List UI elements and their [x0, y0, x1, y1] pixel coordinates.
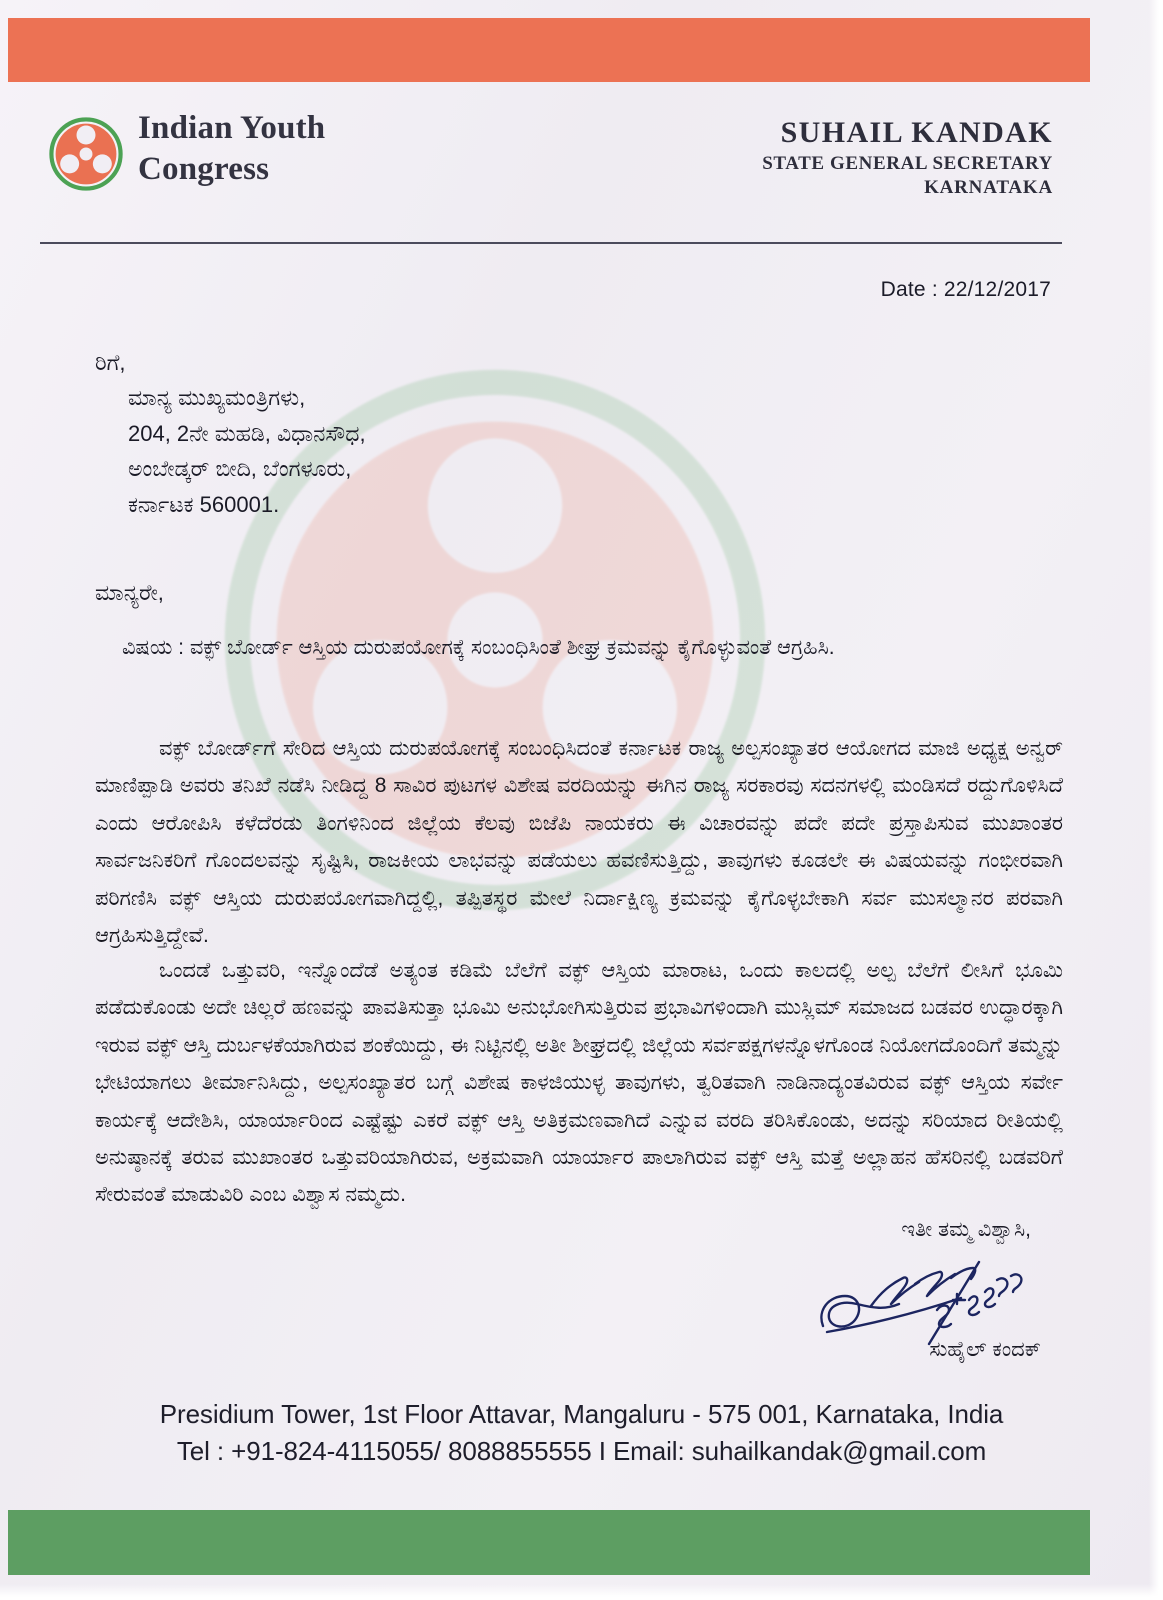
recipient-address-line: ಕರ್ನಾಟಕ 560001. — [128, 491, 280, 517]
organization-name-line2: Congress — [138, 151, 270, 188]
organization-name-line1: Indian Youth — [138, 110, 326, 146]
body-paragraph-1 — [95, 730, 1063, 954]
paper-edge-right — [1149, 0, 1163, 1600]
signer-printed-name: ಸುಹೈಲ್ ಕಂದಕ್ — [929, 1338, 1041, 1361]
officeholder-state: KARNATAKA — [924, 177, 1053, 199]
officeholder-name: SUHAIL KANDAK — [780, 116, 1053, 149]
letterhead-footer — [0, 1396, 1163, 1470]
recipient-address — [128, 380, 366, 523]
body-paragraph-2 — [95, 952, 1063, 1214]
footer-address: Presidium Tower, 1st Floor Attavar, Mangaluru - 575 001, Karnataka, India — [159, 1399, 1004, 1429]
letter-date: Date : 22/12/2017 — [880, 278, 1051, 301]
subject-line: ವಿಷಯ : ವಕ್ಫ್ ಬೋರ್ಡ್ ಆಸ್ತಿಯ ದುರುಪಯೋಗಕ್ಕೆ ಸಂಬಂಧಿಸಿಂತೆ ಶೀಘ್ರ ಕ್ರಮವನ್ನು ಕೈಗೊಳ್ಳುವಂತೆ ಆಗ್ರಹಿಸಿ. — [122, 636, 835, 659]
body-paragraph-2-text: ಒಂದಡೆ ಒತ್ತುವರಿ, ಇನ್ನೊಂದೆಡೆ ಅತ್ಯಂತ ಕಡಿಮೆ ಬೆಲೆಗೆ ವಕ್ಫ್ ಆಸ್ತಿಯ ಮಾರಾಟ, ಒಂದು ಕಾಲದಲ್ಲಿ ಅಲ್ಪ ಬೆಲೆಗೆ ಲೀಸಿಗೆ ಭೂಮಿ ಪಡೆದುಕೊಂಡು ಅದೇ ಚಿಲ್ಲರೆ ಹಣವನ್ನು ಪಾವತಿಸುತ್ತಾ ಭೂಮಿ ಅನುಭೋಗಿಸುತ್ತಿರುವ ಪ್ರಭಾವಿಗಳಿಂದಾಗಿ ಮುಸ್ಲಿಮ್ ಸಮಾಜದ ಬಡವರ ಉದ್ಧಾರಕ್ಕಾಗಿ ಇರುವ ವಕ್ಫ್ ಆಸ್ತಿ ದುರ್ಬಳಕೆಯಾಗಿರುವ ಶಂಕೆಯಿದ್ದು, ಈ ನಿಟ್ಟಿನಲ್ಲಿ ಅತೀ ಶೀಘ್ರದಲ್ಲಿ ಜಿಲ್ಲೆಯ ಸರ್ವಪಕ್ಷಗಳನ್ನೊಳಗೊಂಡ ನಿಯೋಗದೊಂದಿಗೆ ತಮ್ಮನ್ನು ಭೇಟಿಯಾಗಲು ತೀರ್ಮಾನಿಸಿದ್ದು, ಅಲ್ಪಸಂಖ್ಯಾತರ ಬಗ್ಗೆ ವಿಶೇಷ ಕಾಳಜಿಯುಳ್ಳ ತಾವುಗಳು, ತ್ವರಿತವಾಗಿ ನಾಡಿನಾದ್ಯಂತವಿರುವ ವಕ್ಫ್ ಆಸ್ತಿಯ ಸರ್ವೇ ಕಾರ್ಯಕ್ಕೆ ಆದೇಶಿಸಿ, ಯಾರ್ಯಾರಿಂದ ಎಷ್ಟೆಷ್ಟು ಎಕರೆ ವಕ್ಫ್ ಆಸ್ತಿ ಅತಿಕ್ರಮಣವಾಗಿದೆ ಎನ್ನುವ ವರದಿ ತರಿಸಿಕೊಂಡು, ಅದನ್ನು ಸರಿಯಾದ ರೀತಿಯಲ್ಲಿ ಅನುಷ್ಠಾನಕ್ಕೆ ತರುವ ಮುಖಾಂತರ ಒತ್ತುವರಿಯಾಗಿರುವ, ಅಕ್ರಮವಾಗಿ ಯಾರ್ಯಾರ ಪಾಲಾಗಿರುವ ವಕ್ಫ್ ಆಸ್ತಿ ಮತ್ತೆ ಅಲ್ಲಾಹನ ಹೆಸರಿನಲ್ಲಿ ಬಡವರಿಗೆ ಸೇರುವಂತೆ ಮಾಡುವಿರಿ ಎಂಬ ವಿಶ್ವಾಸ ನಮ್ಮದು. — [95, 959, 1063, 1207]
officeholder-role: STATE GENERAL SECRETARY — [762, 152, 1053, 174]
recipient-address-line: ಮಾನ್ಯ ಮುಖ್ಯಮಂತ್ರಿಗಳು, — [128, 385, 306, 410]
recipient-label: ರಿಗೆ, — [95, 350, 126, 375]
recipient-address-line: ಅಂಬೇಡ್ಕರ್ ಬೀದಿ, ಬೆಂಗಳೂರು, — [128, 456, 352, 482]
footer-contact: Tel : +91-824-4115055/ 8088855555 I Email: suhailkandak@gmail.com — [176, 1435, 987, 1466]
body-paragraph-1-text: ವಕ್ಫ್ ಬೋರ್ಡ್‌ಗೆ ಸೇರಿದ ಆಸ್ತಿಯ ದುರುಪಯೋಗಕ್ಕೆ ಸಂಬಂಧಿಸಿದಂತೆ ಕರ್ನಾಟಕ ರಾಜ್ಯ ಅಲ್ಪಸಂಖ್ಯಾತರ ಆಯೋಗದ ಮಾಜಿ ಅಧ್ಯಕ್ಷ ಅನ್ವರ್ ಮಾಣಿಪ್ಪಾಡಿ ಅವರು ತನಿಖೆ ನಡೆಸಿ ನೀಡಿದ್ದ 8 ಸಾವಿರ ಪುಟಗಳ ವಿಶೇಷ ವರದಿಯನ್ನು ಈಗಿನ ರಾಜ್ಯ ಸರಕಾರವು ಸದನಗಳಲ್ಲಿ ಮಂಡಿಸದೆ ರದ್ದುಗೊಳಿಸಿದೆ ಎಂದು ಆರೋಪಿಸಿ ಕಳೆದೆರಡು ತಿಂಗಳಿನಿಂದ ಜಿಲ್ಲೆಯ ಕೆಲವು ಬಿಜೆಪಿ ನಾಯಕರು ಈ ವಿಚಾರವನ್ನು ಪದೇ ಪದೇ ಪ್ರಸ್ತಾಪಿಸುವ ಮುಖಾಂತರ ಸಾರ್ವಜನಿಕರಿಗೆ ಗೊಂದಲವನ್ನು ಸೃಷ್ಟಿಸಿ, ರಾಜಕೀಯ ಲಾಭವನ್ನು ಪಡೆಯಲು ಹವಣಿಸುತ್ತಿದ್ದು, ತಾವುಗಳು ಕೂಡಲೇ ಈ ವಿಷಯವನ್ನು ಗಂಭೀರವಾಗಿ ಪರಿಗಣಿಸಿ ವಕ್ಫ್ ಆಸ್ತಿಯ ದುರುಪಯೋಗವಾಗಿದ್ದಲ್ಲಿ, ತಪ್ಪಿತಸ್ಥರ ಮೇಲೆ ನಿರ್ದಾಕ್ಷಿಣ್ಯ ಕ್ರಮವನ್ನು ಕೈಗೊಳ್ಳಬೇಕಾಗಿ ಸರ್ವ ಮುಸಲ್ಮಾನರ ಪರವಾಗಿ ಆಗ್ರಹಿಸುತ್ತಿದ್ದೇವೆ. — [95, 737, 1063, 947]
salutation: ಮಾನ್ಯರೇ, — [95, 580, 164, 605]
recipient-address-line: 204, 2ನೇ ಮಹಡಿ, ವಿಧಾನಸೌಧ, — [128, 420, 366, 446]
closing-line: ಇತೀ ತಮ್ಮ ವಿಶ್ವಾಸಿ, — [901, 1218, 1031, 1241]
paper-edge-bottom — [0, 1584, 1163, 1600]
